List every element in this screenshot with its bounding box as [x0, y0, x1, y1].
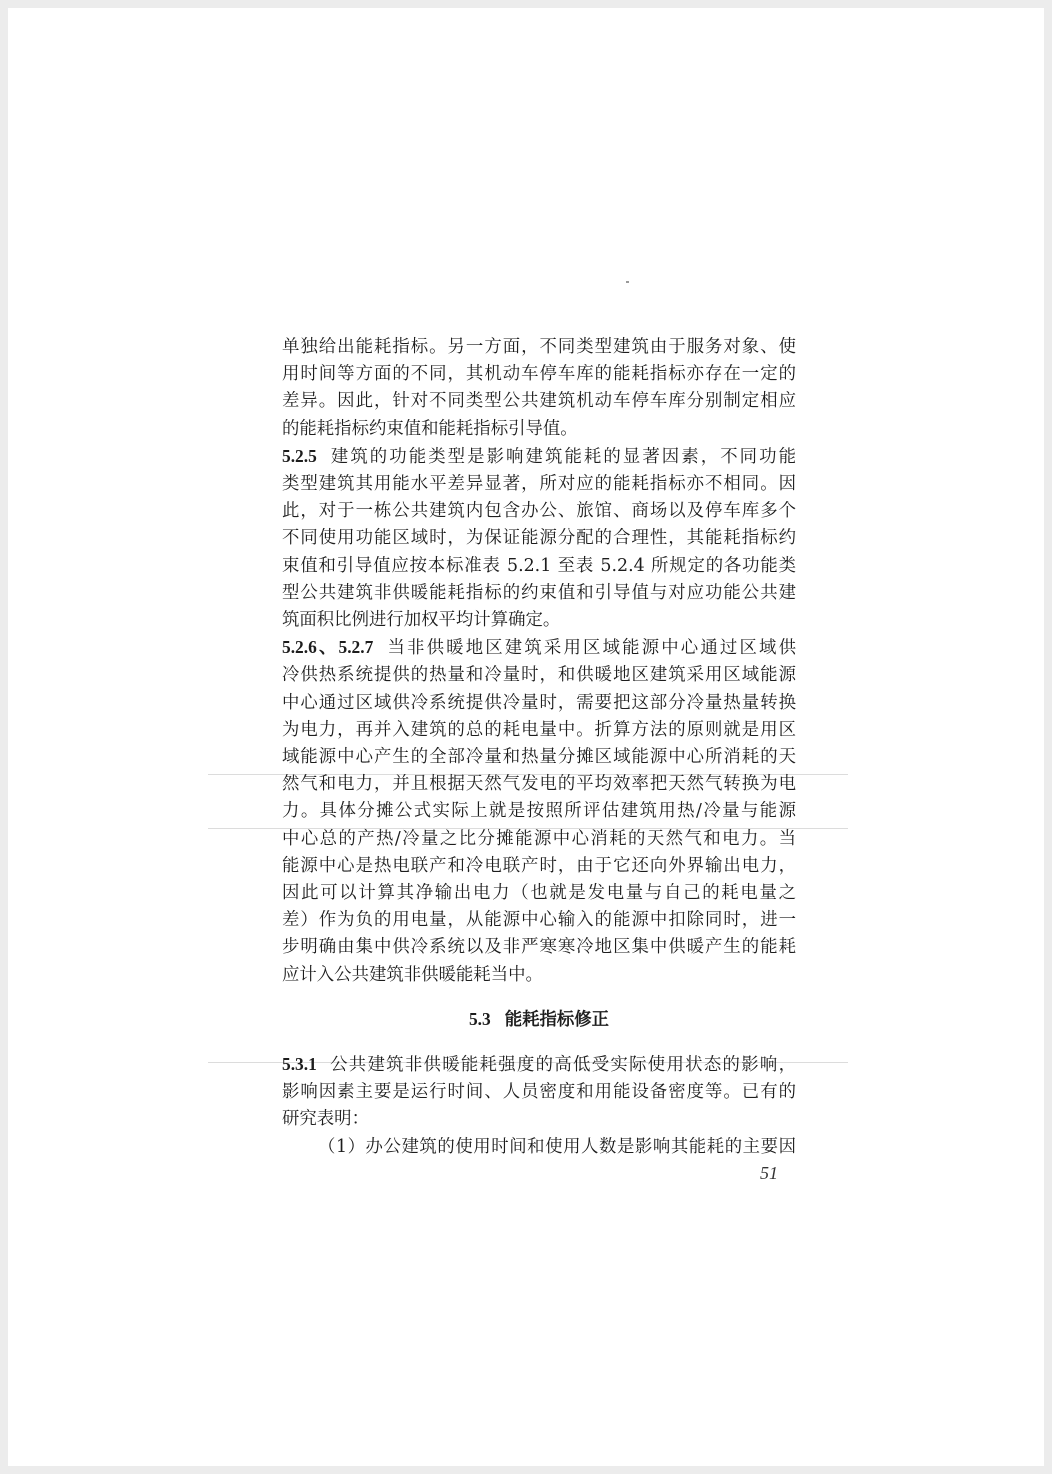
section-title: 能耗指标修正	[504, 1009, 610, 1030]
body-text	[282, 334, 796, 1161]
paragraph-5-2-6	[282, 634, 796, 989]
paragraph-intro	[282, 334, 796, 443]
text-line: 用时间等方面的不同，其机动车停车库的能耗指标亦存在一定的	[282, 364, 796, 385]
text-line: 然气和电力，并且根据天然气发电的平均效率把天然气转换为电	[282, 774, 796, 795]
text-line: 不同使用功能区域时，为保证能源分配的合理性，其能耗指标约	[282, 528, 796, 549]
text-line: 束值和引导值应按本标准表 5.2.1 至表 5.2.4 所规定的各功能类	[282, 555, 796, 576]
section-heading	[282, 1006, 796, 1034]
page-number: 51	[760, 1163, 778, 1183]
list-item: （1）办公建筑的使用时间和使用人数是影响其能耗的主要因	[318, 1136, 796, 1157]
text-line: 能源中心是热电联产和冷电联产时，由于它还向外界输出电力，	[282, 855, 796, 876]
text-line: 冷供热系统提供的热量和冷量时，和供暖地区建筑采用区域能源	[282, 665, 796, 686]
text-line: 类型建筑其用能水平差异显著，所对应的能耗指标亦不相同。因	[282, 474, 796, 495]
text-line: 因此可以计算其净输出电力（也就是发电量与自己的耗电量之	[282, 883, 796, 904]
clause-text: 当非供暖地区建筑采用区域能源中心通过区域供	[385, 638, 796, 659]
text-line: 域能源中心产生的全部冷量和热量分摊区域能源中心所消耗的天	[282, 747, 796, 768]
text-line: 步明确由集中供冷系统以及非严寒寒冷地区集中供暖产生的能耗	[282, 937, 796, 958]
text-line: 的能耗指标约束值和能耗指标引导值。	[282, 418, 578, 439]
text-line: 中心总的产热/冷量之比分摊能源中心消耗的天然气和电力。当	[282, 828, 796, 849]
text-line: 力。具体分摊公式实际上就是按照所评估建筑用热/冷量与能源	[282, 801, 796, 822]
text-line	[282, 634, 796, 662]
text-line: 影响因素主要是运行时间、人员密度和用能设备密度等。已有的	[282, 1082, 796, 1103]
text-line: 中心通过区域供冷系统提供冷量时，需要把这部分冷量热量转换	[282, 692, 796, 713]
section-number: 5.3	[468, 1008, 491, 1029]
text-line	[282, 1051, 796, 1079]
clause-number: 5.3.1	[282, 1054, 317, 1075]
text-line	[282, 443, 796, 471]
scan-speck	[626, 281, 629, 283]
text-line: 型公共建筑非供暖能耗指标的约束值和引导值与对应功能公共建	[282, 582, 796, 603]
text-line: 此，对于一栋公共建筑内包含办公、旅馆、商场以及停车库多个	[282, 501, 796, 522]
text-line: 筑面积比例进行加权平均计算确定。	[282, 610, 561, 631]
clause-text: 公共建筑非供暖能耗强度的高低受实际使用状态的影响，	[328, 1055, 796, 1076]
paragraph-5-3-1	[282, 1051, 796, 1134]
text-line: 差）作为负的用电量，从能源中心输入的能源中扣除同时，进一	[282, 910, 796, 931]
clause-number: 5.2.6、5.2.7	[282, 637, 374, 658]
paragraph-5-2-5	[282, 443, 796, 634]
clause-number: 5.2.5	[282, 445, 317, 466]
text-line: 应计入公共建筑非供暖能耗当中。	[282, 964, 543, 985]
clause-text: 建筑的功能类型是影响建筑能耗的显著因素，不同功能	[328, 446, 796, 467]
text-line: 为电力，再并入建筑的总的耗电量中。折算方法的原则就是用区	[282, 719, 796, 740]
text-line: 差异。因此，针对不同类型公共建筑机动车停车库分别制定相应	[282, 391, 796, 412]
text-line: 单独给出能耗指标。另一方面，不同类型建筑由于服务对象、使	[282, 337, 796, 357]
text-line: 研究表明：	[282, 1109, 369, 1130]
